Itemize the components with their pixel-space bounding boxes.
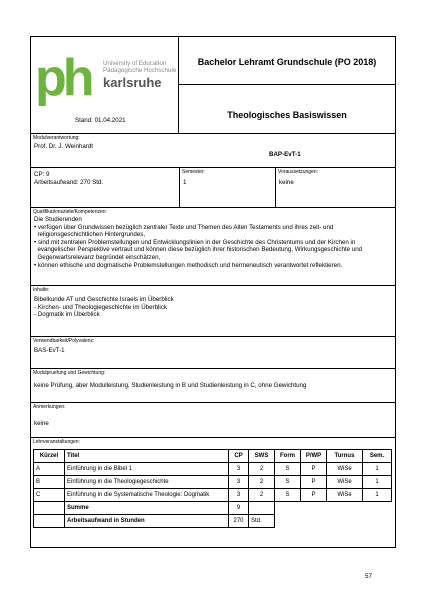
logo-city: karlsruhe <box>103 75 162 90</box>
credits-cp: CP: 9 <box>34 171 50 178</box>
table-cell: WiSe <box>327 463 363 476</box>
usability-label: Verwendbarkeit/Polyvalenz: <box>33 338 95 344</box>
credits-cell <box>31 168 179 207</box>
workload-value: 270 <box>229 515 249 528</box>
exam-row <box>31 368 395 402</box>
module-title: Theologisches Basiswissen <box>227 110 347 120</box>
qualification-line: religionsgeschichtlichen Hintergrundes, <box>34 231 146 239</box>
remarks-label: Anmerkungen: <box>33 404 66 410</box>
table-cell: Einführung in die Theologiegeschichte <box>65 476 229 489</box>
semester-label: Semester: <box>182 169 205 175</box>
courses-table <box>33 449 392 528</box>
col-header: Sem. <box>363 450 392 463</box>
prerequisites-cell <box>275 168 395 207</box>
summe-cp: 9 <box>229 502 249 515</box>
module-title-cell <box>179 85 395 133</box>
table-cell: 3 <box>229 489 249 502</box>
table-cell: P <box>301 476 327 489</box>
logo-line2: Pädagogische Hochschule <box>103 67 177 74</box>
table-cell: 3 <box>229 476 249 489</box>
table-cell: Einführung in die Systematische Theologie: Dogmatik <box>65 489 229 502</box>
contents-label: Inhalte: <box>33 287 50 293</box>
col-header: Form <box>275 450 301 463</box>
contents-text <box>34 296 174 319</box>
credits-row <box>31 167 395 207</box>
table-cell: S <box>275 463 301 476</box>
table-row <box>34 476 392 489</box>
page-number: 57 <box>365 573 372 580</box>
table-cell: P <box>301 489 327 502</box>
courses-label: Lehrveranstaltungen: <box>33 439 80 445</box>
table-cell: C <box>34 489 65 502</box>
table-cell: Einführung in die Bibel 1 <box>65 463 229 476</box>
exam-value: keine Prüfung, aber Modulleistung, Studienleistung in B und Studienleistung in C, ohne Gewichtung <box>34 382 307 389</box>
table-cell: P <box>301 463 327 476</box>
qualification-line: • verfügen über Grundwissen bezüglich zentraler Texte und Themen des Alten Testaments und ihres zeit- und <box>34 223 334 231</box>
table-cell: 2 <box>249 463 275 476</box>
table-cell: 2 <box>249 489 275 502</box>
col-header: CP <box>229 450 249 463</box>
courses-row <box>31 437 395 547</box>
col-header: SWS <box>249 450 275 463</box>
table-cell: 2 <box>249 476 275 489</box>
qualification-line: Die Studierenden <box>34 216 82 223</box>
logo-line1: University of Education <box>103 60 167 67</box>
semester-value: 1 <box>183 179 187 186</box>
table-cell: 1 <box>363 489 392 502</box>
program-cell <box>179 37 395 85</box>
stand-date: Stand: 01.04.2021 <box>75 117 126 124</box>
qualification-line: evangelischer Perspektive vertraut und können diese bezüglich ihrer historischen Bedeutung, Wirkungsgeschichte und <box>34 246 363 254</box>
courses-header-row <box>34 450 392 463</box>
table-cell: S <box>275 476 301 489</box>
table-cell: WiSe <box>327 489 363 502</box>
credits-workload: Arbeitsaufwand: 270 Std. <box>34 179 104 186</box>
responsible-label: Modulverantwortung: <box>33 135 80 141</box>
summe-label: Summe <box>65 502 229 515</box>
qualification-line: Gegenwartsrelevanz begründet einschätzen, <box>34 253 161 261</box>
prerequisites-label: Voraussetzungen: <box>278 169 319 175</box>
table-cell: 1 <box>363 476 392 489</box>
program-title: Bachelor Lehramt Grundschule (PO 2018) <box>197 57 377 67</box>
table-cell: WiSe <box>327 476 363 489</box>
module-code: BAP-EvT-1 <box>269 151 301 158</box>
table-cell: B <box>34 476 65 489</box>
logo-cell <box>31 37 179 133</box>
table-row <box>34 463 392 476</box>
qualification-text <box>34 216 362 269</box>
table-cell: 1 <box>363 463 392 476</box>
remarks-row <box>31 402 395 437</box>
qualification-line: • sind mit zentralen Problemstellungen und Entwicklungslinien in der Geschichte des Christentums und der Kirchen in <box>34 238 356 246</box>
semester-cell <box>179 168 275 207</box>
contents-line: - Dogmatik im Überblick <box>34 311 100 319</box>
col-header: Titel <box>65 450 229 463</box>
table-cell: S <box>275 489 301 502</box>
university-logo <box>33 51 179 111</box>
qualification-row <box>31 207 395 285</box>
logo-mark: ph <box>35 51 91 107</box>
table-row <box>34 489 392 502</box>
contents-line: Bibelkunde AT und Geschichte Israels im Überblick <box>34 296 174 303</box>
table-cell: 3 <box>229 463 249 476</box>
table-cell: A <box>34 463 65 476</box>
summe-row <box>34 502 392 515</box>
responsible-value: Prof. Dr. J. Weinhardt <box>34 143 94 150</box>
qualification-label: Qualifikationsziele/Kompetenzen: <box>33 209 107 215</box>
contents-row <box>31 285 395 336</box>
workload-row <box>34 515 392 528</box>
exam-label: Modulpruefung und Gewichtung: <box>33 370 106 376</box>
col-header: P/WP <box>301 450 327 463</box>
col-header: Kürzel <box>34 450 65 463</box>
workload-unit: Std. <box>249 515 275 528</box>
qualification-line: • können ethische und dogmatische Problemstellungen methodisch und hermeneutisch verantwortet reflektieren. <box>34 261 343 269</box>
contents-line: - Kirchen- und Theologiegeschichte im Überblick <box>34 303 167 311</box>
remarks-value: keine <box>34 420 49 427</box>
workload-label: Arbeitsaufwand in Stunden <box>65 515 229 528</box>
module-sheet <box>30 36 396 548</box>
prerequisites-value: keine <box>279 179 294 186</box>
responsible-row <box>31 133 395 167</box>
usability-row <box>31 336 395 368</box>
col-header: Turnus <box>327 450 363 463</box>
usability-value: BAS-EvT-1 <box>34 347 65 354</box>
